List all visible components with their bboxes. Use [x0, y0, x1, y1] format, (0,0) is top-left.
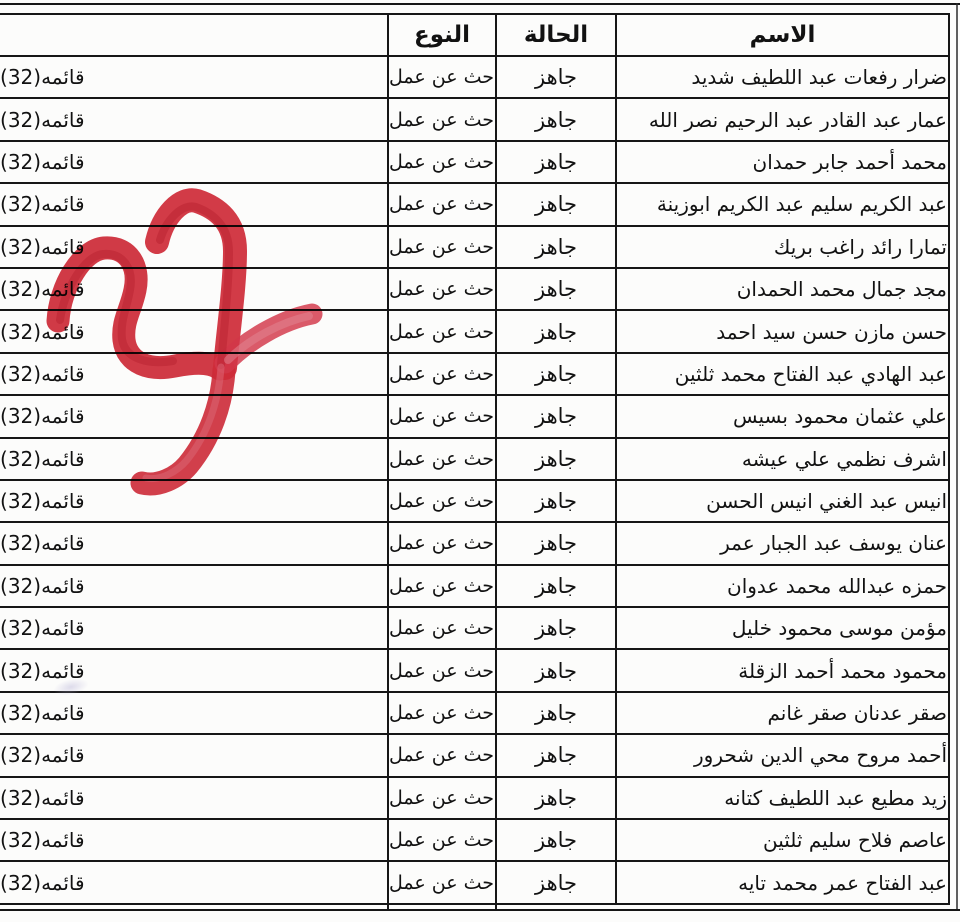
row-status-cell: جاهز — [497, 735, 617, 775]
row-type-cell: حث عن عمل — [387, 820, 497, 860]
row-type-cell: حث عن عمل — [387, 650, 497, 690]
row-name-cell: محمد أحمد جابر حمدان — [617, 142, 950, 182]
row-list-ref: قائمه(32) — [0, 573, 85, 598]
row-type-cell: حث عن عمل — [387, 57, 497, 97]
row-name-cell: تمارا رائد راغب بريك — [617, 227, 950, 267]
row-list-ref: قائمه(32) — [0, 361, 85, 386]
table-header-row — [0, 15, 950, 57]
table-row — [0, 311, 950, 353]
page-top-rule — [0, 3, 960, 5]
table-row — [0, 481, 950, 523]
row-type-cell: حث عن عمل — [387, 693, 497, 733]
page-right-rule — [956, 3, 958, 909]
row-list-ref: قائمه(32) — [0, 701, 85, 726]
row-type-cell: حث عن عمل — [387, 184, 497, 224]
table-row — [0, 99, 950, 141]
row-name-cell: علي عثمان محمود بسيس — [617, 396, 950, 436]
table-row — [0, 566, 950, 608]
row-list-ref: قائمه(32) — [0, 489, 85, 514]
table-row — [0, 354, 950, 396]
row-name-cell: عبد الكريم سليم عبد الكريم ابوزينة — [617, 184, 950, 224]
row-name-cell: مؤمن موسى محمود خليل — [617, 608, 950, 648]
row-name-cell: عبد الهادي عبد الفتاح محمد ثلثين — [617, 354, 950, 394]
header-status: الحالة — [497, 15, 617, 55]
row-type-cell: حث عن عمل — [387, 269, 497, 309]
row-list-ref: قائمه(32) — [0, 107, 85, 132]
row-type-cell: حث عن عمل — [387, 311, 497, 351]
table-body — [0, 57, 950, 905]
row-status-cell: جاهز — [497, 184, 617, 224]
row-name-cell: صقر عدنان صقر غانم — [617, 693, 950, 733]
row-status-cell: جاهز — [497, 396, 617, 436]
row-status-cell: جاهز — [497, 481, 617, 521]
header-name: الاسم — [617, 15, 950, 55]
row-name-cell: حسن مازن حسن سيد احمد — [617, 311, 950, 351]
row-list-ref: قائمه(32) — [0, 743, 85, 768]
row-list-ref: قائمه(32) — [0, 319, 85, 344]
row-status-cell: جاهز — [497, 650, 617, 690]
data-table — [0, 13, 950, 905]
row-list-ref: قائمه(32) — [0, 234, 85, 259]
row-type-cell: حث عن عمل — [387, 481, 497, 521]
page-bottom-rule — [0, 909, 960, 911]
row-status-cell: جاهز — [497, 311, 617, 351]
table-row — [0, 396, 950, 438]
row-type-cell: حث عن عمل — [387, 523, 497, 563]
row-status-cell: جاهز — [497, 862, 617, 902]
row-name-cell: اشرف نظمي علي عيشه — [617, 439, 950, 479]
table-row — [0, 608, 950, 650]
row-list-ref: قائمه(32) — [0, 277, 85, 302]
row-status-cell: جاهز — [497, 269, 617, 309]
table-row — [0, 693, 950, 735]
row-type-cell: حث عن عمل — [387, 99, 497, 139]
row-name-cell: ضرار رفعات عبد اللطيف شديد — [617, 57, 950, 97]
row-list-ref: قائمه(32) — [0, 65, 85, 90]
row-name-cell: عمار عبد القادر عبد الرحيم نصر الله — [617, 99, 950, 139]
header-type: النوع — [387, 15, 497, 55]
row-type-cell: حث عن عمل — [387, 439, 497, 479]
table-row — [0, 227, 950, 269]
row-type-cell: حث عن عمل — [387, 735, 497, 775]
row-list-ref: قائمه(32) — [0, 785, 85, 810]
table-row — [0, 778, 950, 820]
row-list-ref: قائمه(32) — [0, 404, 85, 429]
row-status-cell: جاهز — [497, 439, 617, 479]
row-type-cell: حث عن عمل — [387, 566, 497, 606]
row-name-cell: عاصم فلاح سليم ثلثين — [617, 820, 950, 860]
table-row — [0, 57, 950, 99]
row-type-cell: حث عن عمل — [387, 608, 497, 648]
row-status-cell: جاهز — [497, 354, 617, 394]
row-type-cell: حث عن عمل — [387, 396, 497, 436]
row-name-cell: انيس عبد الغني انيس الحسن — [617, 481, 950, 521]
row-name-cell: عبد الفتاح عمر محمد تايه — [617, 862, 950, 902]
row-name-cell: أحمد مروح محي الدين شحرور — [617, 735, 950, 775]
row-status-cell: جاهز — [497, 57, 617, 97]
row-name-cell: عنان يوسف عبد الجبار عمر — [617, 523, 950, 563]
row-status-cell: جاهز — [497, 99, 617, 139]
row-type-cell: حث عن عمل — [387, 862, 497, 902]
row-list-ref: قائمه(32) — [0, 870, 85, 895]
row-type-cell: حث عن عمل — [387, 354, 497, 394]
row-type-cell: حث عن عمل — [387, 227, 497, 267]
row-list-ref: قائمه(32) — [0, 828, 85, 853]
row-list-ref: قائمه(32) — [0, 658, 85, 683]
table-row — [0, 862, 950, 904]
table-row — [0, 269, 950, 311]
row-status-cell: جاهز — [497, 227, 617, 267]
row-type-cell: حث عن عمل — [387, 778, 497, 818]
row-status-cell: جاهز — [497, 608, 617, 648]
table-row — [0, 650, 950, 692]
header-overflow-cell — [0, 15, 387, 55]
table-row — [0, 820, 950, 862]
table-row — [0, 439, 950, 481]
row-status-cell: جاهز — [497, 566, 617, 606]
table-row — [0, 735, 950, 777]
row-list-ref: قائمه(32) — [0, 149, 85, 174]
row-status-cell: جاهز — [497, 820, 617, 860]
row-status-cell: جاهز — [497, 693, 617, 733]
row-name-cell: زيد مطيع عبد اللطيف كتانه — [617, 778, 950, 818]
row-list-ref: قائمه(32) — [0, 446, 85, 471]
row-name-cell: مجد جمال محمد الحمدان — [617, 269, 950, 309]
row-name-cell: حمزه عبدالله محمد عدوان — [617, 566, 950, 606]
table-row — [0, 523, 950, 565]
row-status-cell: جاهز — [497, 142, 617, 182]
row-name-cell: محمود محمد أحمد الزقلة — [617, 650, 950, 690]
table-row — [0, 184, 950, 226]
row-type-cell: حث عن عمل — [387, 142, 497, 182]
row-list-ref: قائمه(32) — [0, 531, 85, 556]
row-list-ref: قائمه(32) — [0, 192, 85, 217]
row-status-cell: جاهز — [497, 523, 617, 563]
table-row — [0, 142, 950, 184]
row-status-cell: جاهز — [497, 778, 617, 818]
row-list-ref: قائمه(32) — [0, 616, 85, 641]
